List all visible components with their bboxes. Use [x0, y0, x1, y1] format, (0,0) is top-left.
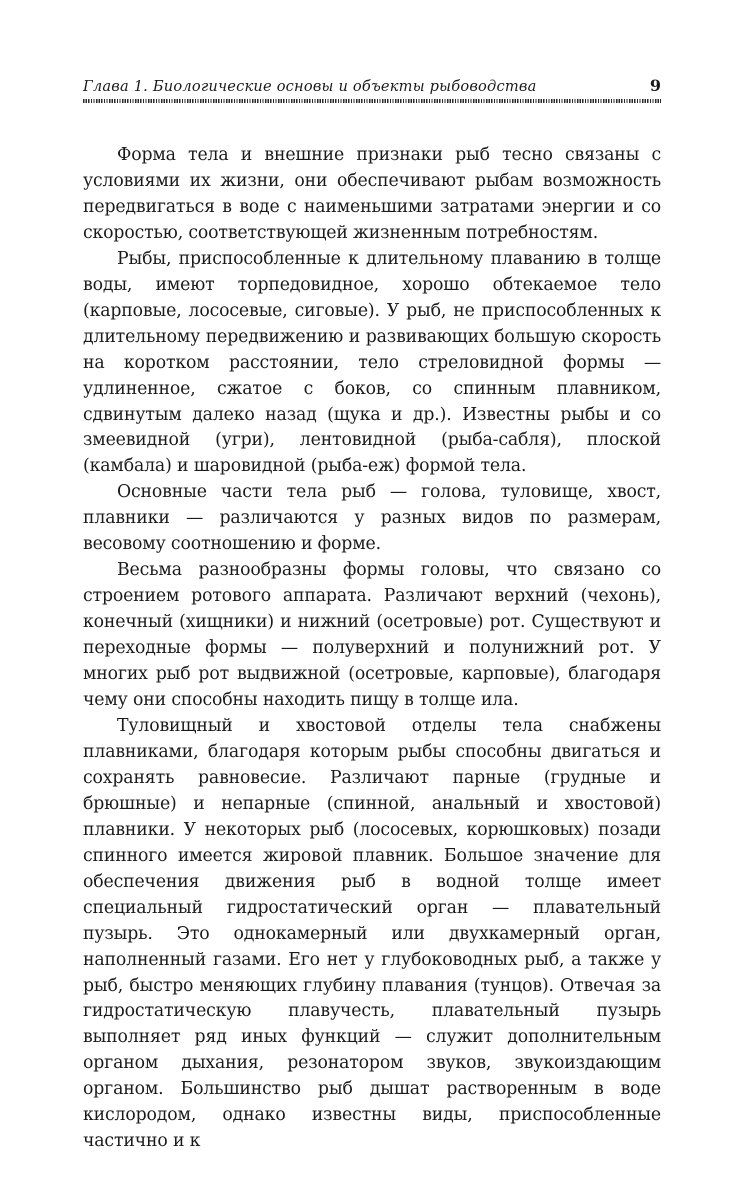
paragraph-body-shape: Форма тела и внешние признаки рыб тесно связаны с условиями их жизни, они обеспечивают рыбам возможность передвигаться в воде с наименьшими затратами энергии и со скоростью, соответствующей жизненным потребностям.	[83, 145, 661, 243]
paragraph-body-forms: Рыбы, приспособленные к длительному плаванию в толще воды, имеют торпедовидное, хорошо обтекаемое тело (карповые, лососевые, сиговые). У рыб, не приспособленных к длительному передвижению и развивающих большую скорость на коротком расстоянии, тело стреловидной формы — удлиненное, сжатое с боков, со спинным плавником, сдвинутым далеко назад (щука и др.). Известны рыбы и со змеевидной (угри), лентовидной (рыба-сабля), плоской (камбала) и шаровидной (рыба-еж) формой тела.	[83, 248, 661, 477]
chapter-title: Глава 1. Биологические основы и объекты рыбоводства	[83, 78, 537, 95]
header-rule	[83, 99, 661, 103]
paragraph-fins-swimbladder: Туловищный и хвостовой отделы тела снабжены плавниками, благодаря которым рыбы способны двигаться и сохранять равновесие. Различают парные (грудные и брюшные) и непарные (спинной, анальный и хвостовой) плавники. У некоторых рыб (лососевых, корюшковых) позади спинного имеется жировой плавник. Большое значение для обеспечения движения рыб в водной толще имеет специальный гидростатический орган — плавательный пузырь. Это однокамерный или двухкамерный орган, наполненный газами. Его нет у глубоководных рыб, а также у рыб, быстро меняющих глубину плавания (тунцов). Отвечая за гидростатическую плавучесть, плавательный пузырь выполняет ряд иных функций — служит дополнительным органом дыхания, резонатором звуков, звукоиздающим органом. Большинство рыб дышат растворенным в воде кислородом, однако известны виды, приспособленные частично и к	[83, 715, 661, 1152]
running-header	[83, 76, 661, 98]
body-text	[83, 143, 661, 1155]
paragraph-body-parts: Основные части тела рыб — голова, туловище, хвост, плавники — различаются у разных видов по размерам, весовому соотношению и форме.	[83, 482, 661, 555]
paragraph-head-mouth: Весьма разнообразны формы головы, что связано со строением ротового аппарата. Различают верхний (чехонь), конечный (хищники) и нижний (осетровые) рот. Существуют и переходные формы — полуверхний и полунижний рот. У многих рыб рот выдвижной (осетровые, карповые), благодаря чему они способны находить пищу в толще ила.	[83, 560, 661, 711]
page-number: 9	[649, 76, 661, 95]
